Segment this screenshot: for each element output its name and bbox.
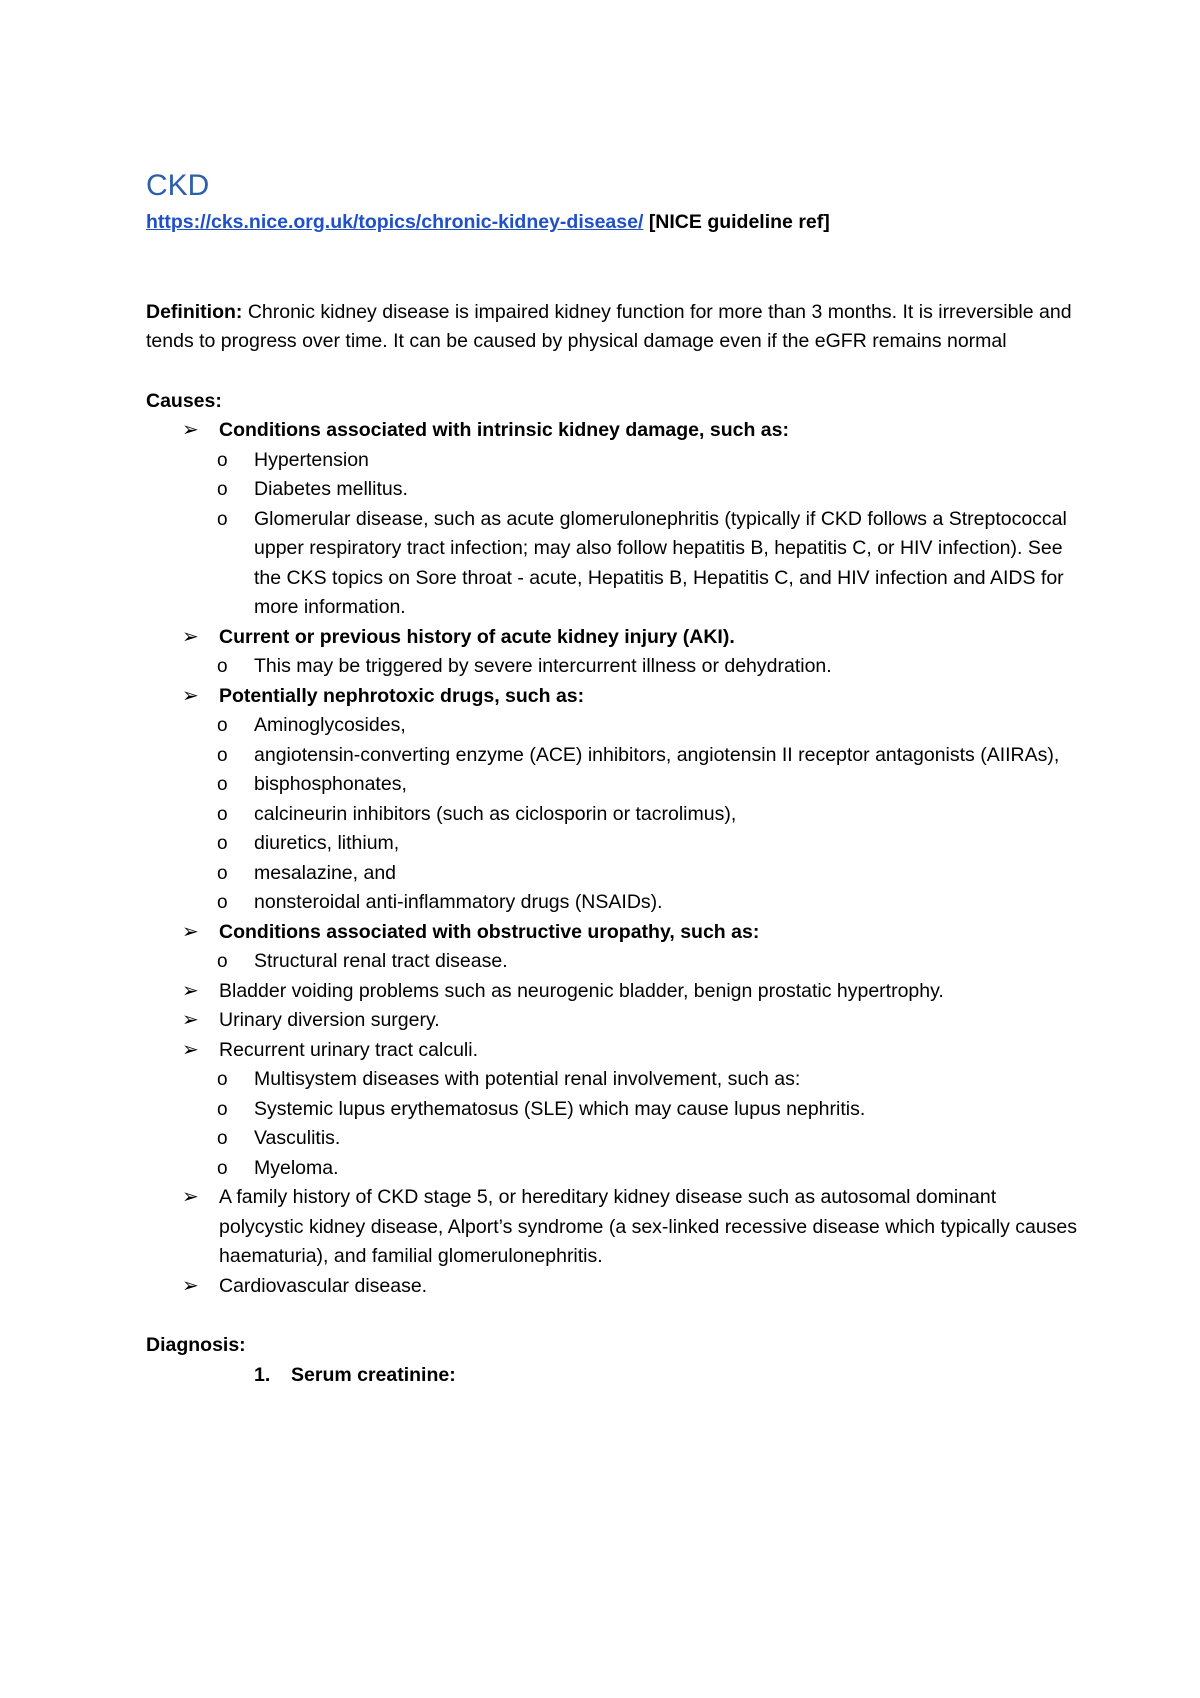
subitem [217, 446, 1086, 476]
arrow-bullet-icon: ➢ [182, 1274, 199, 1297]
circle-bullet-icon: o [217, 862, 228, 884]
causes-list [146, 416, 1086, 1301]
circle-bullet-icon: o [217, 1069, 228, 1090]
cause-text: Current or previous history of acute kidney injury (AKI). [219, 625, 735, 648]
subitem [217, 1065, 1086, 1095]
cause-text: Bladder voiding problems such as neurogenic bladder, benign prostatic hypertrophy. [219, 979, 944, 1002]
cause-text: Recurrent urinary tract calculi. [219, 1038, 479, 1061]
subitem [217, 475, 1086, 505]
arrow-bullet-icon: ➢ [182, 920, 199, 943]
arrow-bullet-icon: ➢ [182, 625, 199, 648]
cause-text: Cardiovascular disease. [219, 1274, 428, 1297]
cause-item [182, 416, 1086, 446]
definition-paragraph [146, 298, 1086, 357]
subitem-list [182, 446, 1086, 623]
subitem-text: calcineurin inhibitors (such as ciclosporin or tacrolimus), [254, 802, 737, 825]
reference-line [146, 208, 1086, 238]
circle-bullet-icon: o [217, 833, 228, 854]
circle-bullet-icon: o [217, 656, 228, 677]
reference-note: [NICE guideline ref] [648, 211, 830, 233]
subitem-text: bisphosphonates, [254, 773, 407, 795]
spacer [146, 1301, 1086, 1331]
circle-bullet-icon: o [217, 774, 228, 795]
arrow-bullet-icon: ➢ [182, 1009, 199, 1031]
subitem-text: diuretics, lithium, [254, 832, 400, 854]
circle-bullet-icon: o [217, 803, 228, 825]
subitem [217, 1095, 1086, 1125]
diagnosis-list [146, 1361, 1086, 1391]
cause-subitems [182, 947, 1086, 977]
cause-item [182, 918, 1086, 948]
cause-item [182, 682, 1086, 712]
definition-label: Definition: [146, 300, 243, 323]
page-title: CKD [146, 169, 210, 202]
cause-item [182, 1036, 1086, 1066]
subitem-text: Systemic lupus erythematosus (SLE) which may cause lupus nephritis. [254, 1097, 866, 1120]
cause-text: Urinary diversion surgery. [219, 1009, 440, 1031]
subitem-text: Vasculitis. [254, 1127, 341, 1149]
subitem-list [182, 652, 1086, 682]
subitem-list [182, 1065, 1086, 1183]
cause-text: Potentially nephrotoxic drugs, such as: [219, 684, 585, 707]
subitem [217, 1154, 1086, 1184]
circle-bullet-icon: o [217, 1128, 228, 1149]
subitem-text: mesalazine, and [254, 861, 397, 884]
circle-bullet-icon: o [217, 449, 228, 471]
circle-bullet-icon: o [217, 951, 228, 972]
circle-bullet-icon: o [217, 892, 228, 913]
subitem [217, 770, 1086, 800]
cause-text: A family history of CKD stage 5, or hereditary kidney disease such as autosomal dominant polycystic kidney disease, Alport’s syndrome (a sex-linked recessive disease which typically causes haematuria), and familial glomerulonephritis. [219, 1186, 1078, 1267]
reference-link[interactable]: https://cks.nice.org.uk/topics/chronic-kidney-disease/ [146, 211, 644, 233]
subitem [217, 800, 1086, 830]
diagnosis-number: 1. [254, 1363, 271, 1386]
subitem-text: Multisystem diseases with potential renal involvement, such as: [254, 1068, 801, 1090]
cause-subitems [182, 711, 1086, 918]
arrow-bullet-icon: ➢ [182, 684, 199, 707]
arrow-bullet-icon: ➢ [182, 1186, 199, 1208]
cause-subitems [182, 652, 1086, 682]
diagnosis-heading: Diagnosis: [146, 1334, 246, 1356]
subitem-text: Structural renal tract disease. [254, 950, 508, 972]
subitem-text: Diabetes mellitus. [254, 478, 408, 500]
document-page [146, 168, 1086, 1390]
arrow-bullet-icon: ➢ [182, 979, 199, 1002]
diagnosis-item [254, 1361, 1086, 1391]
subitem-text: Aminoglycosides, [254, 714, 406, 736]
cause-item [182, 1183, 1086, 1272]
causes-heading: Causes: [146, 389, 222, 412]
spacer [146, 357, 1086, 387]
subitem [217, 711, 1086, 741]
arrow-bullet-icon: ➢ [182, 1038, 199, 1061]
subitem [217, 947, 1086, 977]
subitem [217, 505, 1086, 623]
definition-text: Chronic kidney disease is impaired kidney function for more than 3 months. It is irreversible and tends to progress over time. It can be caused by physical damage even if the eGFR remains normal [146, 300, 1072, 352]
cause-item [182, 1272, 1086, 1302]
subitem [217, 829, 1086, 859]
subitem-text: nonsteroidal anti-inflammatory drugs (NSAIDs). [254, 891, 663, 913]
cause-item [182, 977, 1086, 1007]
subitem-text: Hypertension [254, 448, 369, 471]
spacer [146, 238, 1086, 298]
arrow-bullet-icon: ➢ [182, 419, 199, 441]
diagnosis-text: Serum creatinine: [291, 1363, 456, 1386]
circle-bullet-icon: o [217, 508, 228, 530]
subitem-text: angiotensin-converting enzyme (ACE) inhibitors, angiotensin II receptor antagonists (AIIRAs), [254, 743, 1060, 766]
subitem [217, 741, 1086, 771]
subitem [217, 859, 1086, 889]
cause-subitems [182, 446, 1086, 623]
circle-bullet-icon: o [217, 479, 228, 500]
cause-text: Conditions associated with obstructive uropathy, such as: [219, 920, 760, 943]
cause-subitems [182, 1065, 1086, 1183]
subitem-text: This may be triggered by severe intercurrent illness or dehydration. [254, 655, 832, 677]
subitem [217, 652, 1086, 682]
subitem-text: Glomerular disease, such as acute glomerulonephritis (typically if CKD follows a Streptococcal upper respiratory tract infection; may also follow hepatitis B, hepatitis C, or HIV infection). See the CKS topics on Sore throat - acute, Hepatitis B, Hepatitis C, and HIV infection and AIDS for more information. [254, 507, 1067, 618]
subitem-list [182, 947, 1086, 977]
circle-bullet-icon: o [217, 1157, 228, 1179]
subitem-list [182, 711, 1086, 918]
subitem [217, 1124, 1086, 1154]
circle-bullet-icon: o [217, 744, 228, 766]
circle-bullet-icon: o [217, 1098, 228, 1120]
cause-text: Conditions associated with intrinsic kidney damage, such as: [219, 419, 789, 441]
cause-item [182, 1006, 1086, 1036]
subitem [217, 888, 1086, 918]
circle-bullet-icon: o [217, 715, 228, 736]
cause-item [182, 623, 1086, 653]
subitem-text: Myeloma. [254, 1156, 339, 1179]
